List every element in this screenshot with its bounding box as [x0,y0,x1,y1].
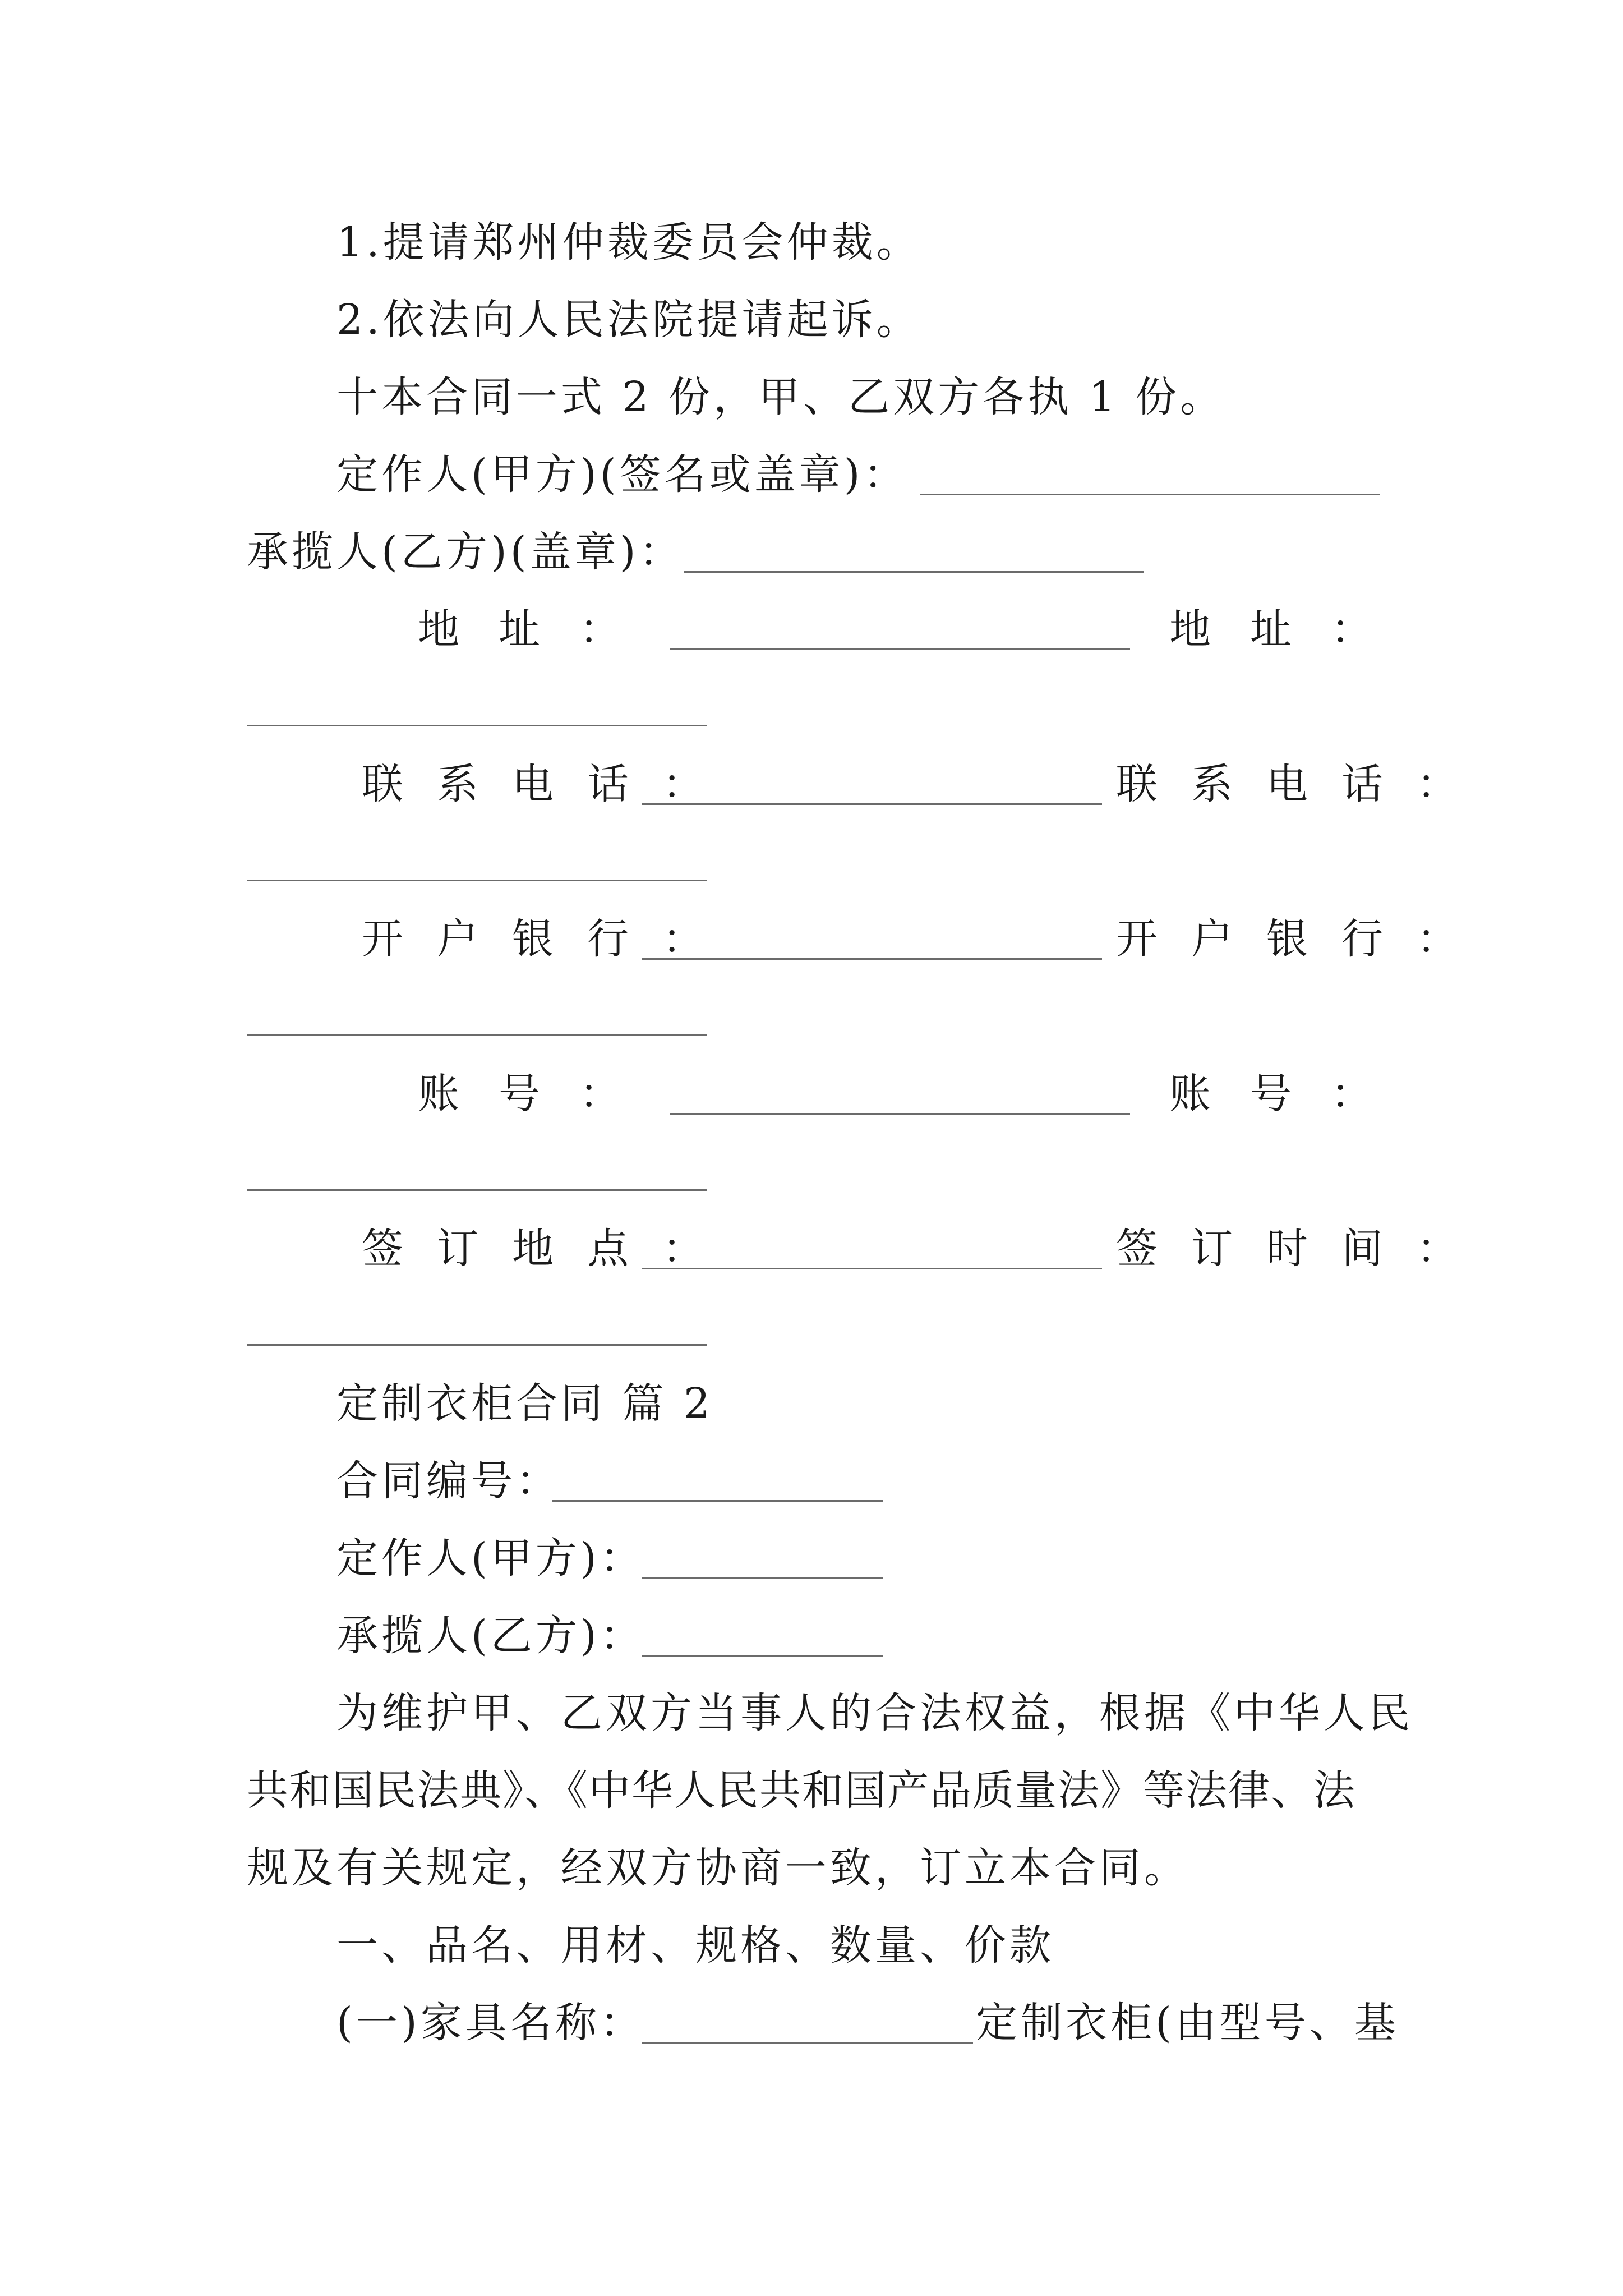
item-name-suffix: 定制衣柜(由型号、基 [976,1999,1399,2047]
party-b-account-label: 账号： [1169,1070,1412,1118]
sign-place-label: 签订地点： [362,1225,737,1273]
arbitration-option-2: 2.依法向人民法院提请起诉。 [336,296,921,344]
party-b-bank-blank[interactable] [247,1034,707,1036]
party-a-phone-blank[interactable] [642,803,1102,805]
sign-time-blank[interactable] [247,1344,707,1346]
party-b-phone-blank[interactable] [247,880,707,881]
party-b-address-label: 地址： [1169,605,1412,654]
preamble-line-1: 为维护甲、乙双方当事人的合法权益，根据《中华人民 [336,1689,1413,1737]
preamble-line-2: 共和国民法典》、《中华人民共和国产品质量法》等法律、法 [247,1766,1356,1815]
clause-1-heading: 一、品名、用材、规格、数量、价款 [336,1921,1054,1970]
party-a-address-blank[interactable] [670,648,1130,650]
party-a-phone-label: 联系电话： [362,760,737,808]
copies-clause: 十本合同一式 2 份，甲、乙双方各执 1 份。 [336,373,1225,421]
party-a-bank-blank[interactable] [642,958,1102,960]
party-b-bank-label: 开户银行： [1116,915,1492,963]
section2-heading: 定制衣柜合同 篇 2 [336,1379,714,1428]
party-a-signature-blank[interactable] [920,494,1380,495]
item-name-label: (一)家具名称： [336,1999,645,2047]
sign-place-blank[interactable] [642,1268,1102,1269]
party-a-address-label: 地址： [418,605,660,654]
party-a-account-label: 账号： [418,1070,660,1118]
party-a-bank-label: 开户银行： [362,915,737,963]
item-name-blank[interactable] [642,2042,973,2044]
party-b-phone-label: 联系电话： [1116,760,1492,808]
party-b-signature-blank[interactable] [684,571,1144,573]
arbitration-option-1: 1.提请郑州仲裁委员会仲裁。 [336,218,921,266]
section2-party-a-label: 定作人(甲方)： [336,1534,645,1582]
party-a-account-blank[interactable] [670,1113,1130,1115]
section2-party-b-blank[interactable] [642,1655,883,1657]
party-b-account-blank[interactable] [247,1189,707,1191]
section2-party-b-label: 承揽人(乙方)： [336,1612,645,1660]
sign-time-label: 签订时间： [1116,1225,1492,1273]
contract-number-blank[interactable] [552,1500,883,1502]
party-a-signature-label: 定作人(甲方)(签名或盖章)： [336,450,909,499]
party-b-address-blank[interactable] [247,725,707,726]
section2-party-a-blank[interactable] [642,1577,883,1579]
contract-number-label: 合同编号： [336,1457,561,1505]
party-b-signature-label: 承揽人(乙方)(盖章)： [247,528,684,576]
preamble-line-3: 规及有关规定，经双方协商一致，订立本合同。 [247,1844,1189,1892]
